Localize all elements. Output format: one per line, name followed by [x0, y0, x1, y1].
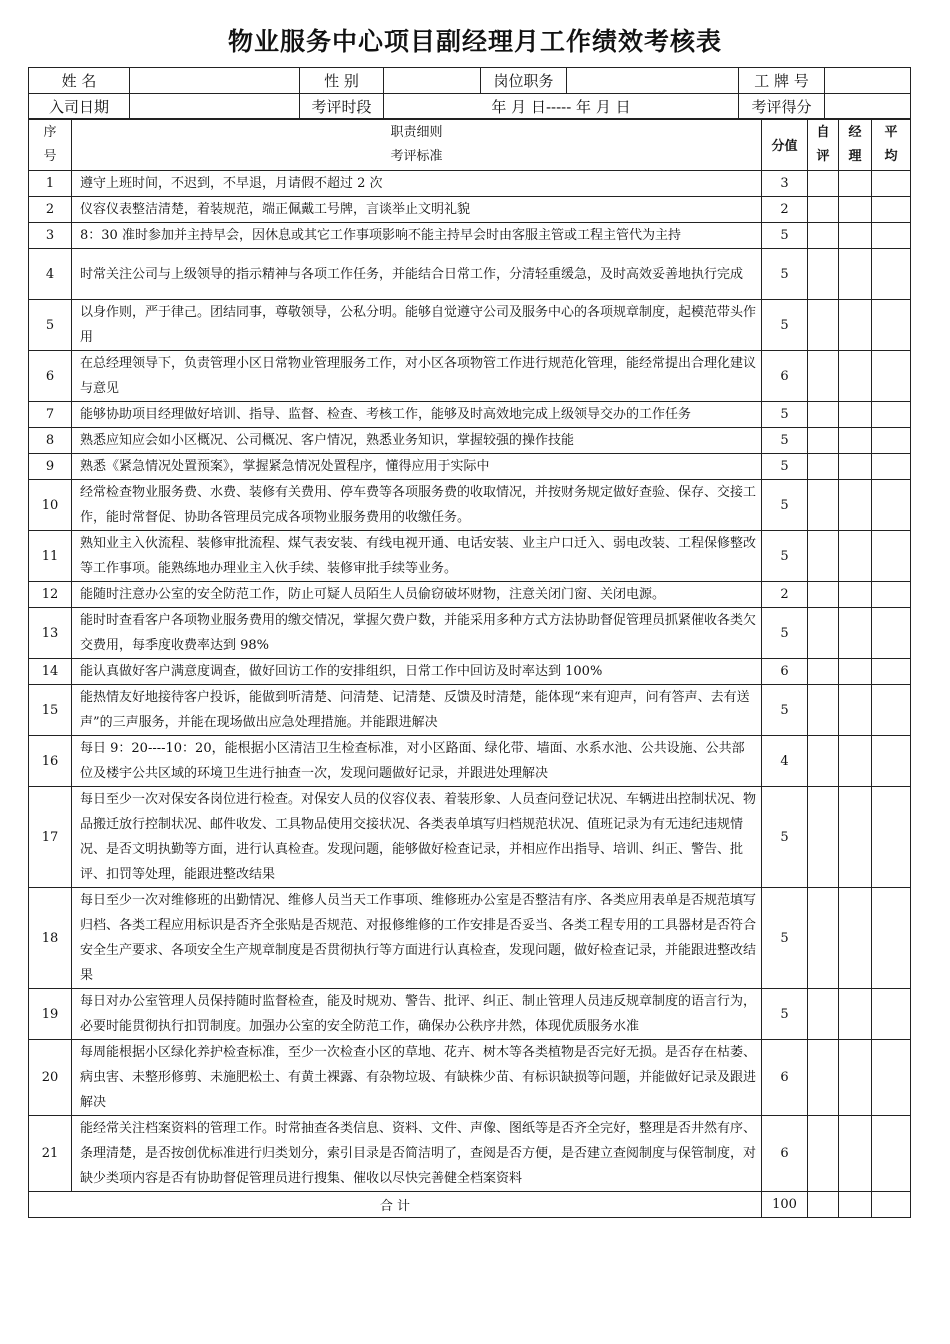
- self-eval-cell[interactable]: [808, 480, 839, 531]
- badge-label: 工 牌 号: [739, 68, 825, 94]
- points-value: 5: [762, 531, 808, 582]
- score-field[interactable]: [825, 94, 911, 120]
- average-cell[interactable]: [872, 223, 911, 249]
- row-number: 7: [29, 402, 72, 428]
- criteria-text: 熟知业主入伙流程、装修审批流程、煤气表安装、有线电视开通、电话安装、业主户口迁入、弱电改装、工程保修整改等工作事项。能熟练地办理业主入伙手续、装修审批手续等业务。: [72, 531, 762, 582]
- criteria-text: 时常关注公司与上级领导的指示精神与各项工作任务，并能结合日常工作，分清轻重缓急，及时高效妥善地执行完成: [72, 249, 762, 300]
- criteria-text: 能热情友好地接待客户投诉，能做到听清楚、问清楚、记清楚、反馈及时清楚，能体现“来有迎声，问有答声、去有送声”的三声服务，并能在现场做出应急处理措施。并能跟进解决: [72, 685, 762, 736]
- manager-eval-cell[interactable]: [839, 582, 872, 608]
- join-date-label: 入司日期: [29, 94, 130, 120]
- average-cell[interactable]: [872, 1040, 911, 1116]
- average-cell[interactable]: [872, 888, 911, 989]
- points-value: 5: [762, 223, 808, 249]
- self-eval-cell[interactable]: [808, 402, 839, 428]
- average-cell[interactable]: [872, 787, 911, 888]
- info-header-table: [28, 67, 911, 120]
- points-value: 6: [762, 1116, 808, 1192]
- table-row: [29, 608, 911, 659]
- row-number: 4: [29, 249, 72, 300]
- average-cell[interactable]: [872, 249, 911, 300]
- row-number: 6: [29, 351, 72, 402]
- average-cell[interactable]: [872, 197, 911, 223]
- row-number: 18: [29, 888, 72, 989]
- manager-eval-cell[interactable]: [839, 428, 872, 454]
- row-number: 1: [29, 171, 72, 197]
- table-row: [29, 480, 911, 531]
- row-number: 8: [29, 428, 72, 454]
- total-manager-eval-cell[interactable]: [839, 1192, 872, 1218]
- criteria-text: 能够协助项目经理做好培训、指导、监督、检查、考核工作，能够及时高效地完成上级领导交办的工作任务: [72, 402, 762, 428]
- manager-eval-cell[interactable]: [839, 480, 872, 531]
- table-row: [29, 402, 911, 428]
- position-field[interactable]: [567, 68, 739, 94]
- row-number: 20: [29, 1040, 72, 1116]
- self-eval-cell[interactable]: [808, 787, 839, 888]
- row-number: 17: [29, 787, 72, 888]
- table-row: [29, 171, 911, 197]
- manager-eval-cell[interactable]: [839, 454, 872, 480]
- average-cell[interactable]: [872, 402, 911, 428]
- manager-eval-cell[interactable]: [839, 1116, 872, 1192]
- table-row: [29, 1116, 911, 1192]
- name-label: 姓 名: [29, 68, 130, 94]
- points-value: 5: [762, 888, 808, 989]
- table-row: [29, 1040, 911, 1116]
- name-field[interactable]: [130, 68, 300, 94]
- manager-eval-cell[interactable]: [839, 989, 872, 1040]
- total-self-eval-cell[interactable]: [808, 1192, 839, 1218]
- row-number: 21: [29, 1116, 72, 1192]
- points-value: 6: [762, 659, 808, 685]
- manager-eval-cell[interactable]: [839, 249, 872, 300]
- average-cell[interactable]: [872, 171, 911, 197]
- manager-eval-cell[interactable]: [839, 300, 872, 351]
- points-value: 5: [762, 480, 808, 531]
- average-cell[interactable]: [872, 736, 911, 787]
- points-value: 5: [762, 787, 808, 888]
- self-eval-cell[interactable]: [808, 428, 839, 454]
- points-value: 5: [762, 402, 808, 428]
- self-eval-cell[interactable]: [808, 351, 839, 402]
- manager-eval-cell[interactable]: [839, 351, 872, 402]
- manager-eval-cell[interactable]: [839, 685, 872, 736]
- points-value: 2: [762, 582, 808, 608]
- self-eval-header: 自 评: [808, 119, 839, 171]
- self-eval-cell[interactable]: [808, 1116, 839, 1192]
- score-label: 考评得分: [739, 94, 825, 120]
- table-row: [29, 659, 911, 685]
- self-eval-cell[interactable]: [808, 531, 839, 582]
- gender-field[interactable]: [384, 68, 481, 94]
- criteria-text: 熟悉《紧急情况处置预案》，掌握紧急情况处置程序，懂得应用于实际中: [72, 454, 762, 480]
- points-header: 分值: [762, 119, 808, 171]
- average-cell[interactable]: [872, 608, 911, 659]
- table-row: [29, 888, 911, 989]
- self-eval-cell[interactable]: [808, 197, 839, 223]
- criteria-text: 熟悉应知应会如小区概况、公司概况、客户情况，熟悉业务知识，掌握较强的操作技能: [72, 428, 762, 454]
- table-row: [29, 582, 911, 608]
- row-number: 5: [29, 300, 72, 351]
- manager-eval-cell[interactable]: [839, 736, 872, 787]
- manager-eval-header: 经 理: [839, 119, 872, 171]
- criteria-text: 每周能根据小区绿化养护检查标准，至少一次检查小区的草地、花卉、树木等各类植物是否完好无损。是否存在枯萎、病虫害、未整形修剪、未施肥松土、有黄土裸露、有杂物垃圾、有缺株少苗、有标识缺损等问题，并能做好记录及跟进解决: [72, 1040, 762, 1116]
- manager-eval-cell[interactable]: [839, 659, 872, 685]
- row-number: 16: [29, 736, 72, 787]
- criteria-text: 以身作则，严于律己。团结同事，尊敬领导，公私分明。能够自觉遵守公司及服务中心的各项规章制度，起模范带头作用: [72, 300, 762, 351]
- self-eval-cell[interactable]: [808, 300, 839, 351]
- self-eval-cell[interactable]: [808, 685, 839, 736]
- row-number: 3: [29, 223, 72, 249]
- table-row: [29, 736, 911, 787]
- table-row: [29, 989, 911, 1040]
- row-number: 19: [29, 989, 72, 1040]
- criteria-text: 能时时查看客户各项物业服务费用的缴交情况，掌握欠费户数，并能采用多种方式方法协助督促管理员抓紧催收各类欠交费用，每季度收费率达到 98%: [72, 608, 762, 659]
- average-cell[interactable]: [872, 1116, 911, 1192]
- row-number: 11: [29, 531, 72, 582]
- points-value: 4: [762, 736, 808, 787]
- manager-eval-cell[interactable]: [839, 787, 872, 888]
- criteria-text: 经常检查物业服务费、水费、装修有关费用、停车费等各项服务费的收取情况，并按财务规定做好查验、保存、交接工作，能时常督促、协助各管理员完成各项物业服务费用的收缴任务。: [72, 480, 762, 531]
- average-cell[interactable]: [872, 351, 911, 402]
- points-value: 3: [762, 171, 808, 197]
- page-title: 物业服务中心项目副经理月工作绩效考核表: [227, 27, 722, 56]
- criteria-text: 每日对办公室管理人员保持随时监督检查，能及时规劝、警告、批评、纠正、制止管理人员违反规章制度的语言行为，必要时能贯彻执行扣罚制度。加强办公室的安全防范工作，确保办公秩序井然，体现优质服务水准: [72, 989, 762, 1040]
- join-date-field[interactable]: [130, 94, 300, 120]
- total-row: [29, 1192, 911, 1218]
- points-value: 6: [762, 1040, 808, 1116]
- criteria-text: 能经常关注档案资料的管理工作。时常抽查各类信息、资料、文件、声像、图纸等是否齐全完好，整理是否井然有序、条理清楚，是否按创优标准进行归类划分，索引目录是否简洁明了，查阅是否方便，是否建立查阅制度与保管制度，对缺少类项内容是否有协助督促管理员进行搜集、催收以尽快完善健全档案资料: [72, 1116, 762, 1192]
- row-number: 14: [29, 659, 72, 685]
- position-label: 岗位职务: [481, 68, 567, 94]
- table-row: [29, 428, 911, 454]
- average-cell[interactable]: [872, 454, 911, 480]
- criteria-text: 遵守上班时间，不迟到，不早退，月请假不超过 2 次: [72, 171, 762, 197]
- gender-label: 性 别: [300, 68, 384, 94]
- total-score: 100: [762, 1192, 808, 1218]
- table-row: [29, 685, 911, 736]
- criteria-text: 能随时注意办公室的安全防范工作，防止可疑人员陌生人员偷窃破坏财物，注意关闭门窗、关闭电源。: [72, 582, 762, 608]
- self-eval-cell[interactable]: [808, 223, 839, 249]
- table-row: [29, 787, 911, 888]
- row-number: 15: [29, 685, 72, 736]
- criteria-text: 能认真做好客户满意度调查，做好回访工作的安排组织，日常工作中回访及时率达到 100%: [72, 659, 762, 685]
- self-eval-cell[interactable]: [808, 989, 839, 1040]
- criteria-header: 职责细则 考评标准: [72, 119, 762, 171]
- row-number: 2: [29, 197, 72, 223]
- criteria-text: 在总经理领导下，负责管理小区日常物业管理服务工作，对小区各项物管工作进行规范化管理，能经常提出合理化建议与意见: [72, 351, 762, 402]
- self-eval-cell[interactable]: [808, 659, 839, 685]
- self-eval-cell[interactable]: [808, 888, 839, 989]
- criteria-text: 每日至少一次对保安各岗位进行检查。对保安人员的仪容仪表、着装形象、人员查问登记状况、车辆进出控制状况、物品搬迁放行控制状况、邮件收发、工具物品使用交接状况、各类表单填写归档规范状况、值班记录为有无违纪违规情况、是否文明执勤等方面，进行认真检查。发现问题，能够做好检查记录，并相应作出指导、培训、纠正、警告、批评、扣罚等处理，能跟进整改结果: [72, 787, 762, 888]
- self-eval-cell[interactable]: [808, 608, 839, 659]
- average-cell[interactable]: [872, 531, 911, 582]
- table-row: [29, 351, 911, 402]
- points-value: 5: [762, 608, 808, 659]
- average-cell[interactable]: [872, 989, 911, 1040]
- criteria-text: 8：30 准时参加并主持早会，因休息或其它工作事项影响不能主持早会时由客服主管或工程主管代为主持: [72, 223, 762, 249]
- table-row: [29, 197, 911, 223]
- average-cell[interactable]: [872, 300, 911, 351]
- period-label: 考评时段: [300, 94, 384, 120]
- table-row: [29, 531, 911, 582]
- table-row: [29, 300, 911, 351]
- average-cell[interactable]: [872, 582, 911, 608]
- badge-field[interactable]: [825, 68, 911, 94]
- criteria-text: 每日至少一次对维修班的出勤情况、维修人员当天工作事项、维修班办公室是否整洁有序、各类应用表单是否规范填写归档、各类工程应用标识是否齐全张贴是否规范、对报修维修的工作安排是否妥当、各类工程专用的工具器材是否符合安全生产要求、各项安全生产规章制度是否贯彻执行等方面进行认真检查，发现问题，做好检查记录，并能跟进整改结果: [72, 888, 762, 989]
- row-number: 12: [29, 582, 72, 608]
- self-eval-cell[interactable]: [808, 171, 839, 197]
- manager-eval-cell[interactable]: [839, 888, 872, 989]
- table-row: [29, 249, 911, 300]
- points-value: 5: [762, 249, 808, 300]
- period-field[interactable]: 年 月 日----- 年 月 日: [384, 94, 739, 120]
- self-eval-cell[interactable]: [808, 454, 839, 480]
- seq-header: 序 号: [29, 119, 72, 171]
- self-eval-cell[interactable]: [808, 736, 839, 787]
- total-label: 合 计: [29, 1192, 762, 1218]
- table-row: [29, 454, 911, 480]
- average-cell[interactable]: [872, 480, 911, 531]
- manager-eval-cell[interactable]: [839, 171, 872, 197]
- points-value: 5: [762, 685, 808, 736]
- points-value: 5: [762, 989, 808, 1040]
- row-number: 10: [29, 480, 72, 531]
- average-cell[interactable]: [872, 659, 911, 685]
- criteria-text: 仪容仪表整洁清楚，着装规范，端正佩戴工号牌，言谈举止文明礼貌: [72, 197, 762, 223]
- total-average-cell[interactable]: [872, 1192, 911, 1218]
- assessment-table: [28, 118, 911, 1218]
- row-number: 9: [29, 454, 72, 480]
- self-eval-cell[interactable]: [808, 249, 839, 300]
- manager-eval-cell[interactable]: [839, 223, 872, 249]
- points-value: 5: [762, 428, 808, 454]
- points-value: 5: [762, 454, 808, 480]
- manager-eval-cell[interactable]: [839, 531, 872, 582]
- self-eval-cell[interactable]: [808, 1040, 839, 1116]
- average-cell[interactable]: [872, 428, 911, 454]
- manager-eval-cell[interactable]: [839, 1040, 872, 1116]
- points-value: 2: [762, 197, 808, 223]
- points-value: 6: [762, 351, 808, 402]
- criteria-text: 每日 9：20----10：20，能根据小区清洁卫生检查标准，对小区路面、绿化带、墙面、水系水池、公共设施、公共部位及楼宇公共区域的环境卫生进行抽查一次，发现问题做好记录，并跟进处理解决: [72, 736, 762, 787]
- average-header: 平 均: [872, 119, 911, 171]
- table-row: [29, 223, 911, 249]
- self-eval-cell[interactable]: [808, 582, 839, 608]
- manager-eval-cell[interactable]: [839, 402, 872, 428]
- manager-eval-cell[interactable]: [839, 608, 872, 659]
- average-cell[interactable]: [872, 685, 911, 736]
- manager-eval-cell[interactable]: [839, 197, 872, 223]
- points-value: 5: [762, 300, 808, 351]
- row-number: 13: [29, 608, 72, 659]
